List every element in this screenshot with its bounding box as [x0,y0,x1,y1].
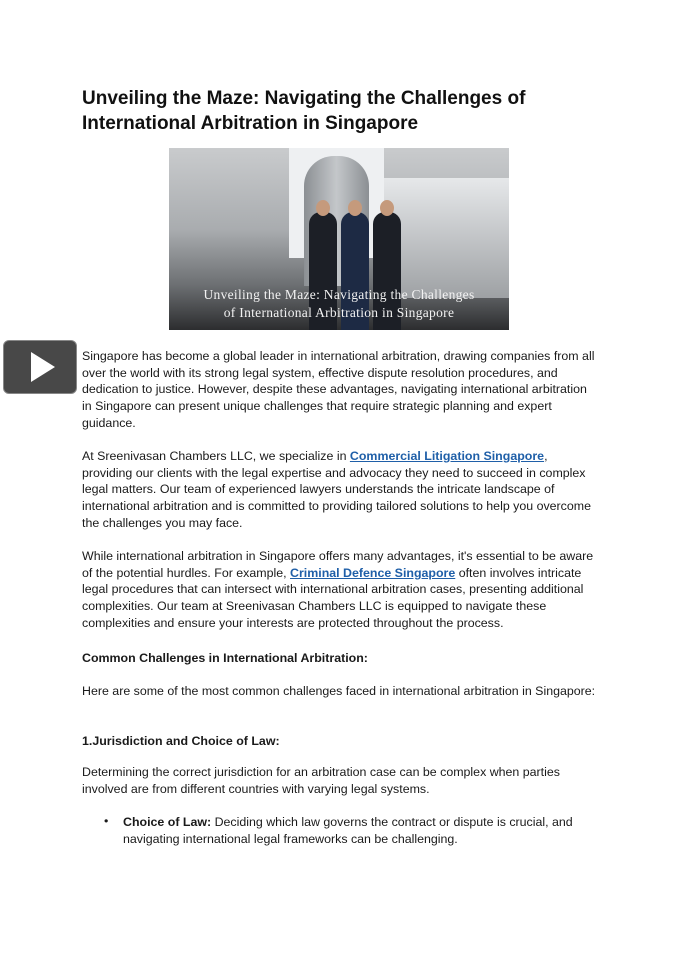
bullet-item [123,814,593,847]
paragraph-2 [82,448,597,532]
bullet-dot: • [104,814,109,828]
text: often involves intricate legal procedures that can intersect with international arbitration cases, presenting additional complexities. Our team at Sreenivasan Chambers LLC is equipped to navigate these complexities and ensure your interests are protected throughout the process. [82,565,584,630]
hero-caption-line1: Unveiling the Maze: Navigating the Challenges [203,287,475,302]
text: At Sreenivasan Chambers LLC, we specialize in [82,449,350,463]
paragraph-4: Here are some of the most common challenges faced in international arbitration in Singapore: [82,684,596,698]
commercial-litigation-link[interactable]: Commercial Litigation Singapore [349,449,545,463]
intro-paragraph: Singapore has become a global leader in international arbitration, drawing companies from all over the world with its strong legal system, effective dispute resolution procedures, and dedication to justice. However, despite these advantages, navigating international arbitration in Singapore can present unique challenges that require strategic planning and expert guidance. [82,349,595,430]
hero-image [169,148,509,330]
bullet-text: Deciding which law governs the contract or dispute is crucial, and navigating international legal frameworks can be challenging. [123,815,573,846]
play-button[interactable] [3,340,77,394]
paragraph-5: Determining the correct jurisdiction for an arbitration case can be complex when parties involved are from different countries with varying legal systems. [82,765,560,796]
section-heading: Common Challenges in International Arbitration: [82,651,368,665]
paragraph-3 [82,548,597,632]
page-title: Unveiling the Maze: Navigating the Challenges of International Arbitration in Singapore [82,88,526,134]
subheading-jurisdiction: 1.Jurisdiction and Choice of Law: [82,734,280,748]
bullet-label: Choice of Law: [123,815,212,829]
criminal-defence-link[interactable]: Criminal Defence Singapore [290,565,456,580]
text: While international arbitration in Singapore offers many advantages, it's essential to be aware of the potential hurdles. For example, [82,549,594,580]
text: , providing our clients with the legal expertise and advocacy they need to succeed in complex legal matters. Our team of experienced lawyers understands the intricate landscape of international arbitration and is committed to providing tailored solutions to help you overcome the challenges you may face. [82,449,591,530]
hero-caption-line2: of International Arbitration in Singapore [223,305,455,320]
